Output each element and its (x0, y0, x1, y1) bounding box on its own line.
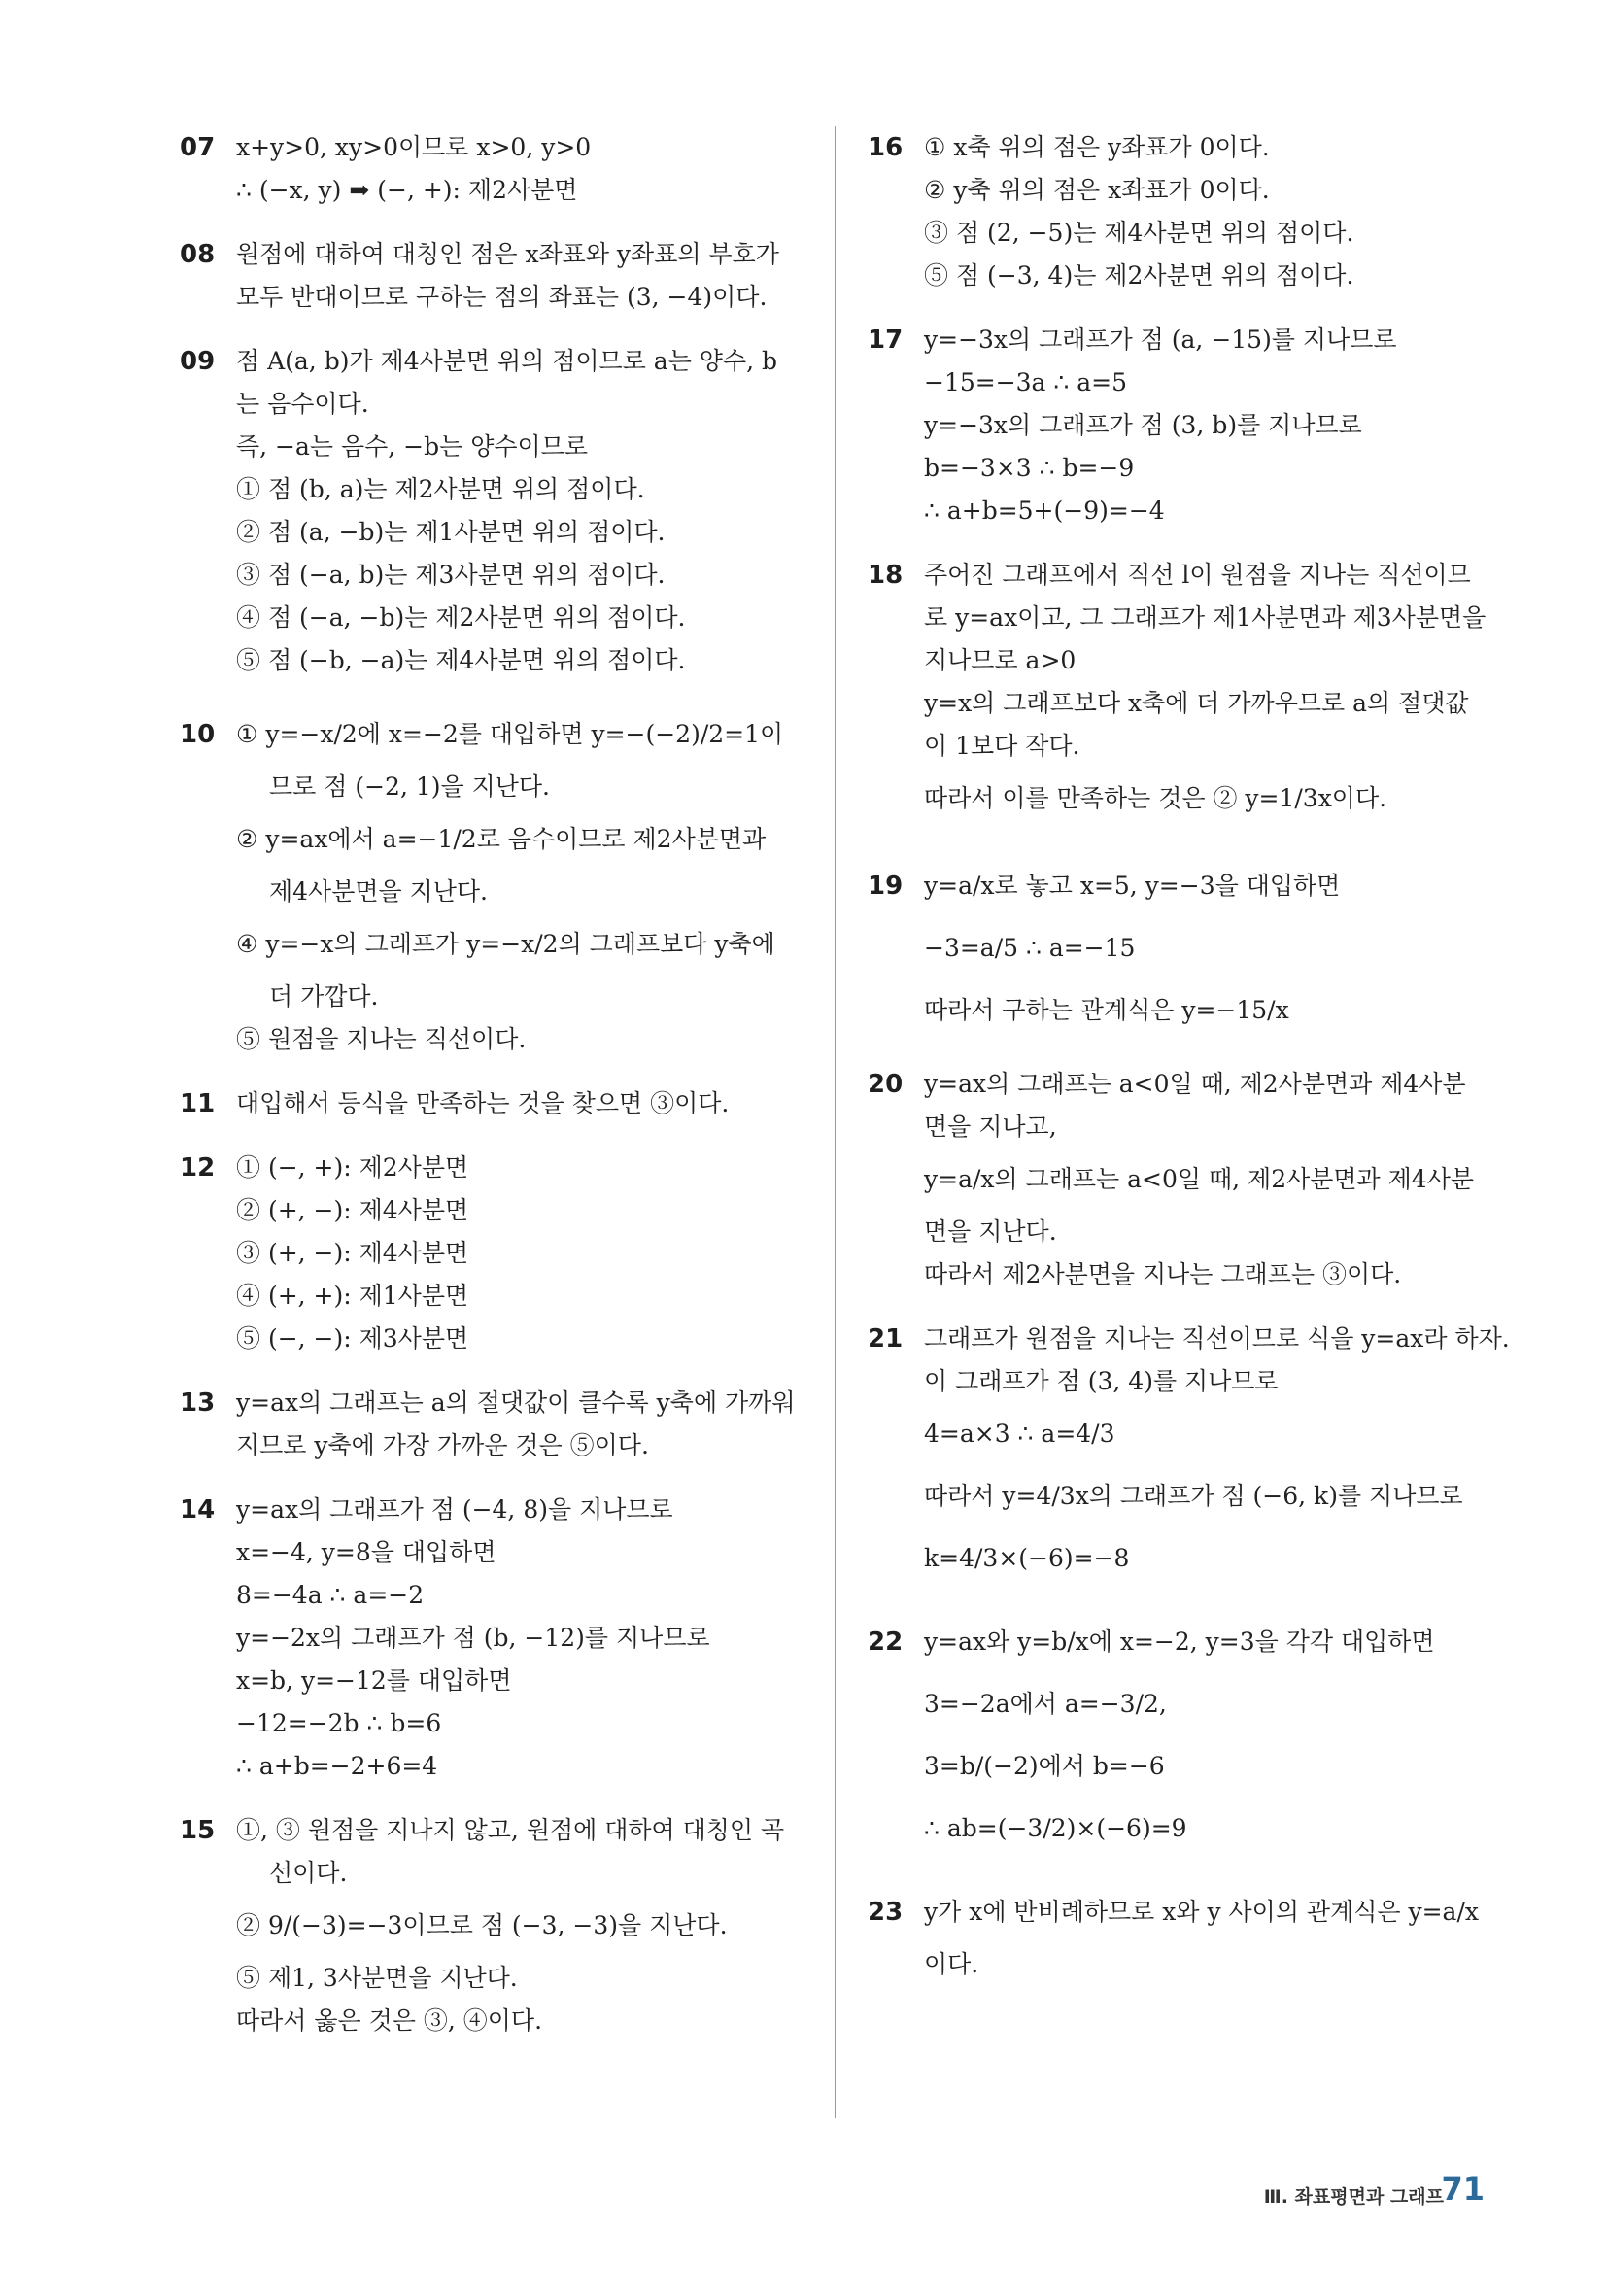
problem-17 (868, 319, 1489, 532)
problem-number: 18 (868, 561, 904, 590)
problem-20 (868, 1063, 1489, 1296)
problem-15 (180, 1809, 802, 2042)
solution-line: ③ 점 (−a, b)는 제3사분면 위의 점이다. (236, 561, 666, 589)
solution-line: ① x축 위의 점은 y좌표가 0이다. (924, 133, 1270, 161)
solution-line: 이 1보다 작다. (924, 732, 1080, 760)
problem-number: 10 (180, 720, 216, 749)
problem-number: 09 (180, 347, 216, 376)
problem-number: 15 (180, 1816, 216, 1845)
solution-line: 3=−2a에서 a=−3/2, (924, 1690, 1167, 1718)
column-divider (835, 126, 836, 2118)
solution-line: ④ 점 (−a, −b)는 제2사분면 위의 점이다. (236, 603, 686, 632)
problem-number: 12 (180, 1153, 216, 1182)
solution-line: ① y=−x/2에 x=−2를 대입하면 y=−(−2)/2=1이 (236, 720, 784, 748)
solution-line: 원점에 대하여 대칭인 점은 x좌표와 y좌표의 부호가 (236, 240, 779, 268)
solution-line: −15=−3a ∴ a=5 (924, 368, 1128, 396)
solution-line: ⑤ 원점을 지나는 직선이다. (236, 1025, 527, 1053)
solution-line: 이 그래프가 점 (3, 4)를 지나므로 (924, 1367, 1279, 1395)
solution-line: y=a/x로 놓고 x=5, y=−3을 대입하면 (924, 872, 1341, 900)
solution-line: 대입해서 등식을 만족하는 것을 찾으면 ③이다. (236, 1089, 730, 1117)
solution-line: 3=b/(−2)에서 b=−6 (924, 1752, 1165, 1780)
solution-line: ② y축 위의 점은 x좌표가 0이다. (924, 176, 1270, 204)
problem-number: 22 (868, 1628, 904, 1657)
solution-line: 따라서 옳은 것은 ③, ④이다. (236, 2006, 543, 2035)
solution-line: 따라서 y=4/3x의 그래프가 점 (−6, k)를 지나므로 (924, 1482, 1463, 1510)
solution-line: ③ 점 (2, −5)는 제4사분면 위의 점이다. (924, 219, 1354, 247)
solution-line: 더 가깝다. (269, 982, 379, 1011)
page-number: 71 (1441, 2171, 1485, 2208)
right-column (868, 126, 1510, 2007)
solution-line: ∴ ab=(−3/2)×(−6)=9 (924, 1814, 1187, 1842)
problem-10 (180, 703, 802, 1061)
solution-line: ①, ③ 원점을 지나지 않고, 원점에 대하여 대칭인 곡 (236, 1816, 785, 1844)
solution-line: ① 점 (b, a)는 제2사분면 위의 점이다. (236, 475, 645, 503)
problem-16 (868, 126, 1489, 297)
solution-line: ③ (+, −): 제4사분면 (236, 1239, 469, 1267)
solution-line: ② 점 (a, −b)는 제1사분면 위의 점이다. (236, 518, 666, 546)
problem-23 (868, 1881, 1489, 1986)
problem-number: 07 (180, 133, 216, 162)
solution-line: 지나므로 a>0 (924, 646, 1077, 674)
solution-line: 점 A(a, b)가 제4사분면 위의 점이므로 a는 양수, b (236, 347, 778, 375)
solution-line: b=−3×3 ∴ b=−9 (924, 454, 1135, 482)
chapter-title: Ⅲ. 좌표평면과 그래프 (1263, 2186, 1444, 2208)
solution-line: x=−4, y=8을 대입하면 (236, 1538, 496, 1566)
solution-line: ∴ a+b=−2+6=4 (236, 1752, 438, 1780)
solution-line: 4=a×3 ∴ a=4/3 (924, 1420, 1115, 1448)
solution-line: 이다. (924, 1950, 979, 1978)
problem-21 (868, 1318, 1510, 1590)
problem-number: 16 (868, 133, 904, 162)
solution-line: 8=−4a ∴ a=−2 (236, 1581, 425, 1609)
solution-line: ⑤ 점 (−b, −a)는 제4사분면 위의 점이다. (236, 646, 686, 674)
solution-line: ∴ a+b=5+(−9)=−4 (924, 497, 1165, 525)
problem-07 (180, 126, 802, 212)
solution-line: ① (−, +): 제2사분면 (236, 1153, 469, 1182)
left-column (180, 126, 802, 2064)
solution-line: y=ax와 y=b/x에 x=−2, y=3을 각각 대입하면 (924, 1628, 1435, 1656)
solution-line: y=ax의 그래프가 점 (−4, 8)을 지나므로 (236, 1495, 673, 1524)
solution-line: 주어진 그래프에서 직선 l이 원점을 지나는 직선이므 (924, 561, 1471, 589)
problem-09 (180, 340, 802, 682)
solution-line: y=−3x의 그래프가 점 (a, −15)를 지나므로 (924, 326, 1397, 354)
solution-line: 제4사분면을 지난다. (269, 877, 488, 906)
solution-line: k=4/3×(−6)=−8 (924, 1544, 1130, 1572)
solution-line: 그래프가 원점을 지나는 직선이므로 식을 y=ax라 하자. (924, 1324, 1510, 1353)
solution-line: 즉, −a는 음수, −b는 양수이므로 (236, 432, 588, 461)
solution-line: y=−3x의 그래프가 점 (3, b)를 지나므로 (924, 411, 1362, 439)
solution-line: 로 y=ax이고, 그 그래프가 제1사분면과 제3사분면을 (924, 603, 1487, 632)
problem-08 (180, 233, 802, 319)
problem-number: 11 (180, 1089, 216, 1118)
solution-line: x=b, y=−12를 대입하면 (236, 1666, 512, 1695)
problem-14 (180, 1489, 802, 1788)
solution-line: ⑤ 제1, 3사분면을 지난다. (236, 1964, 518, 1992)
problem-number: 17 (868, 326, 904, 355)
problem-19 (868, 855, 1489, 1042)
problem-12 (180, 1147, 802, 1360)
solution-line: ② (+, −): 제4사분면 (236, 1196, 469, 1224)
solution-line: y=a/x의 그래프는 a<0일 때, 제2사분면과 제4사분 (924, 1165, 1474, 1193)
solution-line: y=ax의 그래프는 a<0일 때, 제2사분면과 제4사분 (924, 1070, 1466, 1098)
problem-number: 21 (868, 1324, 904, 1354)
problem-number: 23 (868, 1898, 904, 1927)
solution-line: 모두 반대이므로 구하는 점의 좌표는 (3, −4)이다. (236, 283, 768, 311)
solution-line: 는 음수이다. (236, 390, 369, 418)
solution-line: ④ y=−x의 그래프가 y=−x/2의 그래프보다 y축에 (236, 930, 775, 958)
problem-number: 14 (180, 1495, 216, 1525)
solution-line: ④ (+, +): 제1사분면 (236, 1282, 469, 1310)
problem-22 (868, 1611, 1489, 1860)
solution-line: −12=−2b ∴ b=6 (236, 1709, 442, 1737)
solution-line: 선이다. (269, 1859, 348, 1887)
solution-line: 면을 지나고, (924, 1113, 1057, 1141)
problem-number: 20 (868, 1070, 904, 1099)
solution-line: 면을 지난다. (924, 1217, 1057, 1246)
solution-line: ⑤ 점 (−3, 4)는 제2사분면 위의 점이다. (924, 261, 1354, 290)
solution-line: 지므로 y축에 가장 가까운 것은 ⑤이다. (236, 1431, 649, 1459)
solution-line: 따라서 제2사분면을 지나는 그래프는 ③이다. (924, 1260, 1402, 1288)
problem-number: 13 (180, 1388, 216, 1418)
problem-11 (180, 1082, 802, 1125)
solution-line: y=ax의 그래프는 a의 절댓값이 클수록 y축에 가까워 (236, 1388, 796, 1417)
solution-line: ⑤ (−, −): 제3사분면 (236, 1324, 469, 1353)
problem-number: 19 (868, 872, 904, 901)
solution-line: y=x의 그래프보다 x축에 더 가까우므로 a의 절댓값 (924, 689, 1469, 717)
problem-18 (868, 554, 1489, 830)
solution-line: 따라서 구하는 관계식은 y=−15/x (924, 996, 1289, 1024)
problem-13 (180, 1382, 802, 1467)
solution-line: ② y=ax에서 a=−1/2로 음수이므로 제2사분면과 (236, 825, 767, 853)
solution-line: ② 9/(−3)=−3이므로 점 (−3, −3)을 지난다. (236, 1911, 728, 1939)
problem-number: 08 (180, 240, 216, 269)
solution-line: y=−2x의 그래프가 점 (b, −12)를 지나므로 (236, 1624, 710, 1652)
solution-line: x+y>0, xy>0이므로 x>0, y>0 (236, 133, 592, 161)
solution-line: y가 x에 반비례하므로 x와 y 사이의 관계식은 y=a/x (924, 1898, 1479, 1926)
solution-line: 므로 점 (−2, 1)을 지난다. (269, 772, 550, 801)
solution-line: −3=a/5 ∴ a=−15 (924, 934, 1136, 962)
solution-line: 따라서 이를 만족하는 것은 ② y=1/3x이다. (924, 784, 1387, 812)
solution-line: ∴ (−x, y) ➡ (−, +): 제2사분면 (236, 176, 578, 204)
